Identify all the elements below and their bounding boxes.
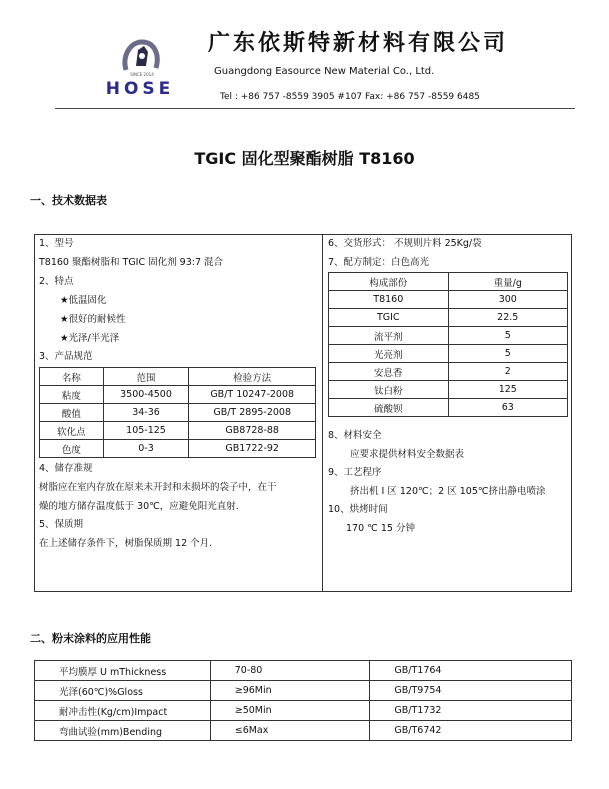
table-row [329, 291, 568, 309]
table-cell: 2 [448, 363, 567, 381]
table-cell: 光泽(60℃)%Gloss [35, 681, 211, 701]
table-row [40, 386, 316, 404]
table-cell: 125 [448, 381, 567, 399]
table-cell: 70-80 [210, 661, 370, 681]
table-row [35, 721, 572, 741]
table-row [35, 681, 572, 701]
feature-item: ★光泽/半光泽 [60, 333, 120, 344]
table-cell: 色度 [40, 440, 104, 458]
table-cell: GB/T9754 [370, 681, 572, 701]
document-title: TGIC 固化型聚酯树脂 T8160 [194, 149, 415, 168]
table-cell: 光亮剂 [329, 345, 449, 363]
company-name-cn: 广东依斯特新材料有限公司 [208, 30, 509, 56]
process-text: 挤出机 I 区 120℃；2 区 105℃挤出静电喷涂 [350, 486, 546, 497]
table-cell: GB8728-88 [189, 422, 316, 440]
logo-sub-text: SINCE 2014 [130, 72, 154, 77]
feature-item: ★低温固化 [60, 295, 107, 306]
table-cell: 安息香 [329, 363, 449, 381]
table-cell: GB/T 2895-2008 [189, 404, 316, 422]
table-header-row [329, 273, 568, 291]
shelf-life-heading: 5、保质期 [39, 519, 84, 530]
process-heading: 9、工艺程序 [328, 467, 382, 478]
safety-heading: 8、材料安全 [328, 430, 382, 441]
table-cell: 酸值 [40, 404, 104, 422]
table-cell: 22.5 [448, 309, 567, 327]
table-cell: 硫酸钡 [329, 399, 449, 417]
company-name-en: Guangdong Easource New Material Co., Ltd. [214, 66, 435, 77]
table-cell: 34-36 [103, 404, 189, 422]
table-row [35, 701, 572, 721]
table-cell: 耐冲击性(Kg/cm)Impact [35, 701, 211, 721]
table-cell: GB/T1764 [370, 661, 572, 681]
section1-title: 一、技术数据表 [30, 194, 107, 207]
table-cell: 平均膜厚 U mThickness [35, 661, 211, 681]
contact-info: Tel : +86 757 -8559 3905 #107 Fax: +86 757 -8559 6485 [220, 92, 480, 102]
table-cell: 粘度 [40, 386, 104, 404]
table-cell: 63 [448, 399, 567, 417]
table-row [329, 309, 568, 327]
table-cell: ≥96Min [210, 681, 370, 701]
formula-heading: 7、配方制定：白色高光 [328, 257, 430, 268]
table-cell: GB/T6742 [370, 721, 572, 741]
model-heading: 1、型号 [39, 238, 74, 249]
feature-item: ★很好的耐候性 [60, 314, 126, 325]
table-row [40, 422, 316, 440]
company-logo [92, 36, 188, 100]
table-row [329, 363, 568, 381]
table-cell: 3500-4500 [103, 386, 189, 404]
table-cell: 钛白粉 [329, 381, 449, 399]
table-cell: T8160 [329, 291, 449, 309]
header-divider [55, 108, 575, 109]
table-row [40, 404, 316, 422]
table-row [35, 661, 572, 681]
table-cell: 300 [448, 291, 567, 309]
bake-heading: 10、烘烤时间 [328, 504, 388, 515]
table-row [329, 381, 568, 399]
table-cell: 0-3 [103, 440, 189, 458]
table-cell: ≥50Min [210, 701, 370, 721]
logo-text: HOSE [105, 79, 175, 99]
table-row [40, 440, 316, 458]
table-cell: 软化点 [40, 422, 104, 440]
safety-text: 应要求提供材料安全数据表 [350, 449, 465, 460]
table-cell: TGIC [329, 309, 449, 327]
table-row [329, 399, 568, 417]
application-performance-table [34, 660, 572, 741]
model-text: T8160 聚酯树脂和 TGIC 固化剂 93:7 混合 [39, 257, 224, 268]
table-row [329, 345, 568, 363]
table-header-cell: 重量/g [448, 273, 567, 291]
table-cell: GB1722-92 [189, 440, 316, 458]
table-cell: ≤6Max [210, 721, 370, 741]
table-cell: 5 [448, 327, 567, 345]
section2-title: 二、粉末涂料的应用性能 [30, 632, 151, 645]
storage-text-line: 燥的地方储存温度低于 30℃，应避免阳光直射. [39, 501, 239, 512]
product-spec-table [39, 367, 316, 458]
tech-data-column-divider [322, 234, 323, 592]
delivery-form: 6、交货形式： 不规则片料 25Kg/袋 [328, 238, 482, 249]
bake-text: 170 ℃ 15 分钟 [346, 523, 415, 534]
table-cell: GB/T 10247-2008 [189, 386, 316, 404]
table-header-cell: 名称 [40, 368, 104, 386]
table-header-cell: 范围 [103, 368, 189, 386]
table-cell: 流平剂 [329, 327, 449, 345]
table-cell: 5 [448, 345, 567, 363]
table-header-row [40, 368, 316, 386]
table-row [329, 327, 568, 345]
table-header-cell: 构成部份 [329, 273, 449, 291]
spec-heading: 3、产品规范 [39, 351, 93, 362]
table-cell: 弯曲试验(mm)Bending [35, 721, 211, 741]
table-cell: 105-125 [103, 422, 189, 440]
formula-table [328, 272, 568, 417]
shelf-life-text: 在上述储存条件下，树脂保质期 12 个月. [39, 538, 213, 549]
features-heading: 2、特点 [39, 276, 74, 287]
storage-text-line: 树脂应在室内存放在原来未开封和未损坏的袋子中，在干 [39, 482, 277, 493]
table-header-cell: 检验方法 [189, 368, 316, 386]
table-cell: GB/T1732 [370, 701, 572, 721]
storage-heading: 4、储存准规 [39, 463, 93, 474]
